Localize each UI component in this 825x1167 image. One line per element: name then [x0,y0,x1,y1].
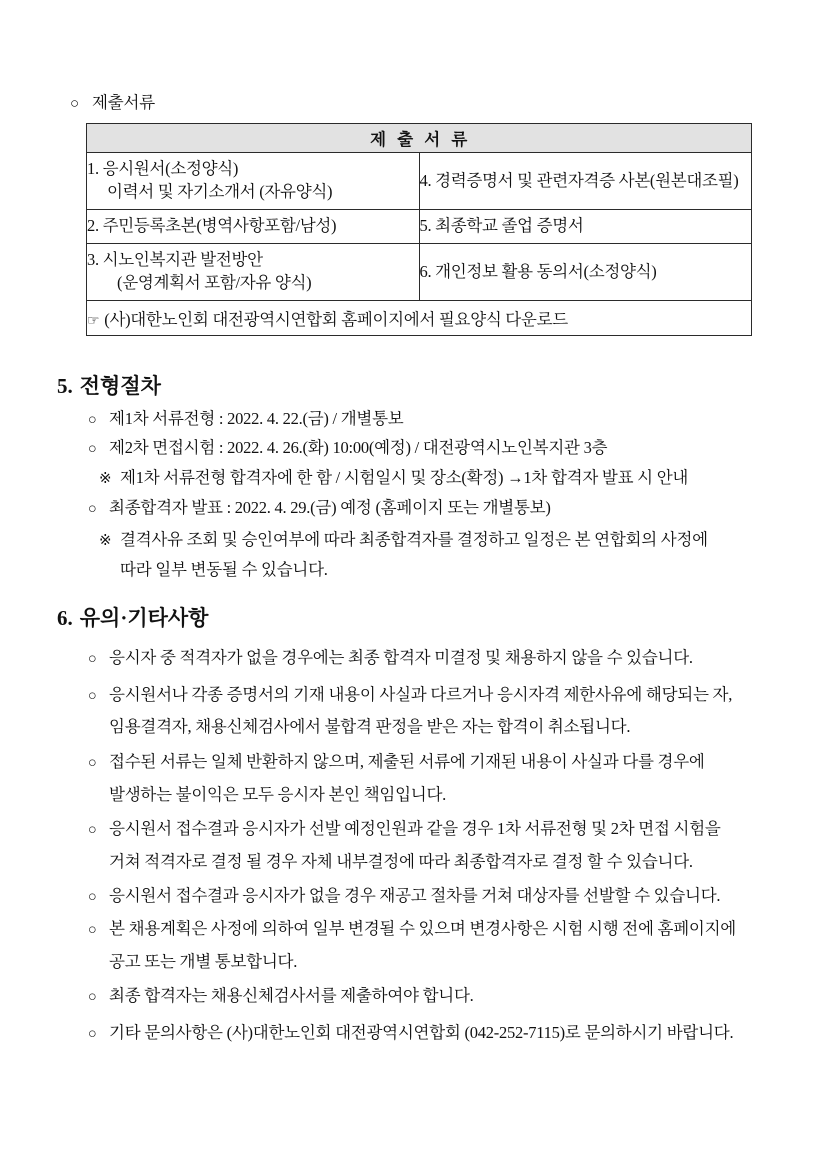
section-6-item-1-text: 응시자 중 적격자가 없을 경우에는 최종 합격자 미결정 및 채용하지 않을 수 있습니다. [109,648,693,667]
circle-bullet-icon: ○ [88,688,97,704]
section-5-heading [57,370,161,400]
section-6-item-4 [88,815,721,839]
item-6-line-1: 6. 개인정보 활용 동의서(소정양식) [419,261,657,281]
section-6-title: 유의·기타사항 [79,606,209,630]
section-6-item-3 [88,748,705,772]
table-header-cell: 제 출 서 류 [87,124,752,153]
circle-bullet-icon: ○ [88,889,97,905]
section-6-item-4-continuation: 거쳐 적격자로 결정 될 경우 자체 내부결정에 따라 최종합격자로 결정 할 수 있습니다. [109,852,693,871]
item-1-line-1: 1. 응시원서(소정양식) [87,159,239,179]
pointing-hand-icon: ☞ [87,313,100,329]
section-5-item-5 [99,526,708,550]
asterisk-note-icon: ※ [99,471,112,487]
table-cell-item-5 [419,210,752,244]
circle-bullet-icon: ○ [88,651,97,667]
section-5-item-5-text: 결격사유 조회 및 승인여부에 따라 최종합격자를 결정하고 일정은 본 연합회의 사정에 [120,530,708,549]
section-6-item-4-text: 응시원서 접수결과 응시자가 선발 예정인원과 같을 경우 1차 서류전형 및 2차 면접 시험을 [109,819,721,838]
section-6-item-8 [88,1019,733,1043]
section-6-item-3-text: 접수된 서류는 일체 반환하지 않으며, 제출된 서류에 기재된 내용이 사실과 다를 경우에 [109,752,705,771]
table-cell-item-6 [419,244,752,301]
table-cell-item-1 [87,153,420,210]
section-5-item-5-continuation: 따라 일부 변동될 수 있습니다. [120,560,328,579]
submission-documents-label: 제출서류 [92,93,155,112]
circle-bullet-icon: ○ [88,412,97,428]
section-5-item-1-text: 제1차 서류전형 : 2022. 4. 22.(금) / 개별통보 [109,409,404,428]
table-footer-note-text: (사)대한노인회 대전광역시연합회 홈페이지에서 필요양식 다운로드 [104,310,568,329]
circle-bullet-icon: ○ [88,501,97,517]
item-2-line-1: 2. 주민등록초본(병역사항포함/남성) [87,216,337,236]
section-5-item-3 [99,464,688,488]
item-5-line-1: 5. 최종학교 졸업 증명서 [419,216,584,236]
table-row [87,210,752,244]
section-6-item-6-continuation: 공고 또는 개별 통보합니다. [109,952,298,971]
section-6-item-2-text: 응시원서나 각종 증명서의 기재 내용이 사실과 다르거나 응시자격 제한사유에 해당되는 자, [109,685,733,704]
section-6-item-1 [88,644,693,668]
table-row [87,244,752,301]
section-5-item-3-text: 제1차 서류전형 합격자에 한 함 / 시험일시 및 장소(확정) →1차 합격자 발표 시 안내 [120,468,689,487]
table-cell-item-4 [419,153,752,210]
circle-bullet-icon: ○ [88,989,97,1005]
item-3-line-2: (운영계획서 포함/자유 양식) [117,273,312,292]
section-6-item-7 [88,982,474,1006]
section-5-item-4 [88,494,551,518]
circle-bullet-icon: ○ [88,1026,97,1042]
circle-bullet-icon: ○ [88,822,97,838]
section-6-item-8-text: 기타 문의사항은 (사)대한노인회 대전광역시연합회 (042-252-7115)로 문의하시기 바랍니다. [109,1023,734,1042]
circle-bullet-icon: ○ [88,441,97,457]
table-header-row [87,124,752,153]
table-row [87,153,752,210]
section-6-item-6-text: 본 채용계획은 사정에 의하여 일부 변경될 수 있으며 변경사항은 시험 시행 전에 홈페이지에 [109,919,736,938]
submission-documents-lead [70,89,155,113]
table-footer-row [87,301,752,336]
submission-documents-table [86,123,752,336]
section-5-item-4-text: 최종합격자 발표 : 2022. 4. 29.(금) 예정 (홈페이지 또는 개별통보) [109,498,551,517]
item-1-line-2: 이력서 및 자기소개서 (자유양식) [107,182,333,201]
section-5-item-1 [88,405,404,429]
submission-documents-table-wrap [86,123,752,336]
section-6-item-3-continuation: 발생하는 불이익은 모두 응시자 본인 책임입니다. [109,785,447,804]
table-cell-item-3 [87,244,420,301]
circle-bullet-icon: ○ [70,96,79,112]
section-6-item-5 [88,882,720,906]
section-5-item-2 [88,434,607,458]
circle-bullet-icon: ○ [88,922,97,938]
section-6-item-7-text: 최종 합격자는 채용신체검사서를 제출하여야 합니다. [109,986,474,1005]
section-6-heading [57,602,208,632]
section-6-item-5-text: 응시원서 접수결과 응시자가 없을 경우 재공고 절차를 거쳐 대상자를 선발할 수 있습니다. [109,886,721,905]
circle-bullet-icon: ○ [88,755,97,771]
item-4-line-1: 4. 경력증명서 및 관련자격증 사본(원본대조필) [419,170,739,190]
section-5-item-2-text: 제2차 면접시험 : 2022. 4. 26.(화) 10:00(예정) / 대전광역시노인복지관 3층 [109,438,608,457]
section-6-item-6 [88,915,736,939]
section-6-item-2 [88,681,732,705]
asterisk-note-icon: ※ [99,533,112,549]
section-6-item-2-continuation: 임용결격자, 채용신체검사에서 불합격 판정을 받은 자는 합격이 취소됩니다. [109,717,631,736]
table-footer-note [87,301,752,336]
section-5-title: 전형절차 [79,374,161,398]
item-3-line-1: 3. 시노인복지관 발전방안 [87,250,263,270]
section-6-number: 6. [57,606,73,630]
section-5-number: 5. [57,374,73,398]
table-cell-item-2 [87,210,420,244]
